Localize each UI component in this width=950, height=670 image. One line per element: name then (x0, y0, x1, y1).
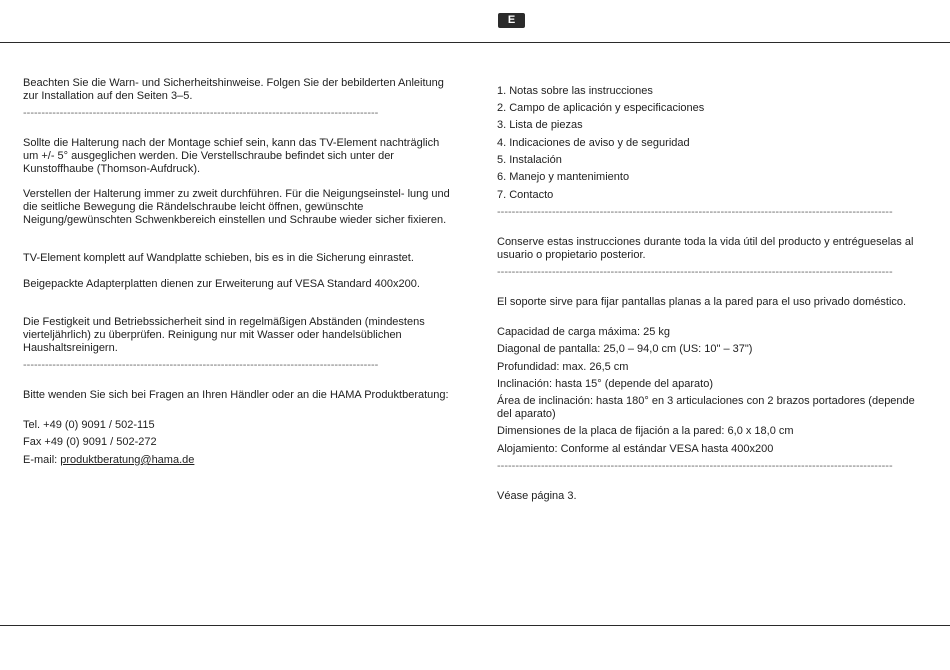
email-label: E-mail: (23, 454, 61, 466)
spec-line: El soporte sirve para fijar pantallas planas a la pared para el uso privado doméstico. (497, 296, 907, 308)
toc-item: 6. Manejo y mantenimiento (497, 171, 630, 183)
contact-fax: Fax +49 (0) 9091 / 502-272 (23, 436, 157, 448)
contact-tel: Tel. +49 (0) 9091 / 502-115 (23, 419, 155, 431)
toc-item: 4. Indicaciones de aviso y de seguridad (497, 137, 690, 149)
footer-divider (0, 625, 950, 626)
toc-item: 2. Campo de aplicación y especificaciones (497, 102, 705, 114)
spec-line: Área de inclinación: hasta 180° en 3 articulaciones con 2 brazos portadores (depende del aparato) (497, 395, 915, 420)
intro-text: Beachten Sie die Warn- und Sicherheitshinweise. Folgen Sie der bebilderten Anleitung zur Installation auf den Seiten 3–5. (23, 77, 444, 102)
spec-line: Inclinación: hasta 15° (depende del aparato) (497, 378, 713, 390)
spec-line: Dimensiones de la placa de fijación a la pared: 6,0 x 18,0 cm (497, 425, 794, 437)
adapter-paragraph: Beigepackte Adapterplatten dienen zur Erweiterung auf VESA Standard 400x200. (23, 278, 420, 290)
language-badge: E (498, 13, 525, 28)
maintenance-paragraph: Die Festigkeit und Betriebssicherheit sind in regelmäßigen Abständen (mindestens vierteljährlich) zu überprüfen. Reinigung nur mit Wasser oder handelsüblichen Haushaltsreinigern. (23, 316, 425, 354)
spec-line: Capacidad de carga máxima: 25 kg (497, 326, 671, 338)
separator-line: ------------------------------------------------------------------------------------------------- (23, 359, 379, 371)
toc-item: 5. Instalación (497, 154, 562, 166)
spec-line: Alojamiento: Conforme al estándar VESA hasta 400x200 (497, 443, 774, 455)
contact-email (23, 454, 453, 467)
see-page-text: Véase página 3. (497, 490, 577, 502)
toc-item: 1. Notas sobre las instrucciones (497, 85, 653, 97)
keep-instructions-text: Conserve estas instrucciones durante toda la vida útil del producto y entrégueselas al usuario o propietario posterior. (497, 236, 914, 261)
contact-intro: Bitte wenden Sie sich bei Fragen an Ihren Händler oder an die HAMA Produktberatung: (23, 389, 449, 401)
spec-line: Diagonal de pantalla: 25,0 – 94,0 cm (US: 10" – 37") (497, 343, 753, 355)
separator-line: ------------------------------------------------------------------------------------------------------------ (497, 266, 893, 278)
separator-line: ------------------------------------------------------------------------------------------------- (23, 107, 379, 119)
adjustment-paragraph: Sollte die Halterung nach der Montage schief sein, kann das TV-Element nachträglich um +/- 5° ausgeglichen werden. Die Verstellschraube befindet sich unter der Kunstoffhaube (Thomson-Aufdruck). (23, 137, 440, 175)
email-link[interactable]: produktberatung@hama.de (60, 454, 195, 466)
spec-line: Profundidad: max. 26,5 cm (497, 361, 629, 373)
separator-line: ------------------------------------------------------------------------------------------------------------ (497, 206, 893, 218)
mounting-paragraph: TV-Element komplett auf Wandplatte schieben, bis es in die Sicherung einrastet. (23, 252, 414, 264)
toc-item: 3. Lista de piezas (497, 119, 583, 131)
separator-line: ------------------------------------------------------------------------------------------------------------ (497, 460, 893, 472)
toc-item: 7. Contacto (497, 189, 554, 201)
header-divider (0, 42, 950, 43)
operation-paragraph: Verstellen der Halterung immer zu zweit durchführen. Für die Neigungseinstel- lung und die seitliche Bewegung die Rändelschraube leicht öffnen, gewünschte Neigung/gewünschten Schwenkbereich einstellen und Schraube wieder sicher fixieren. (23, 188, 450, 226)
